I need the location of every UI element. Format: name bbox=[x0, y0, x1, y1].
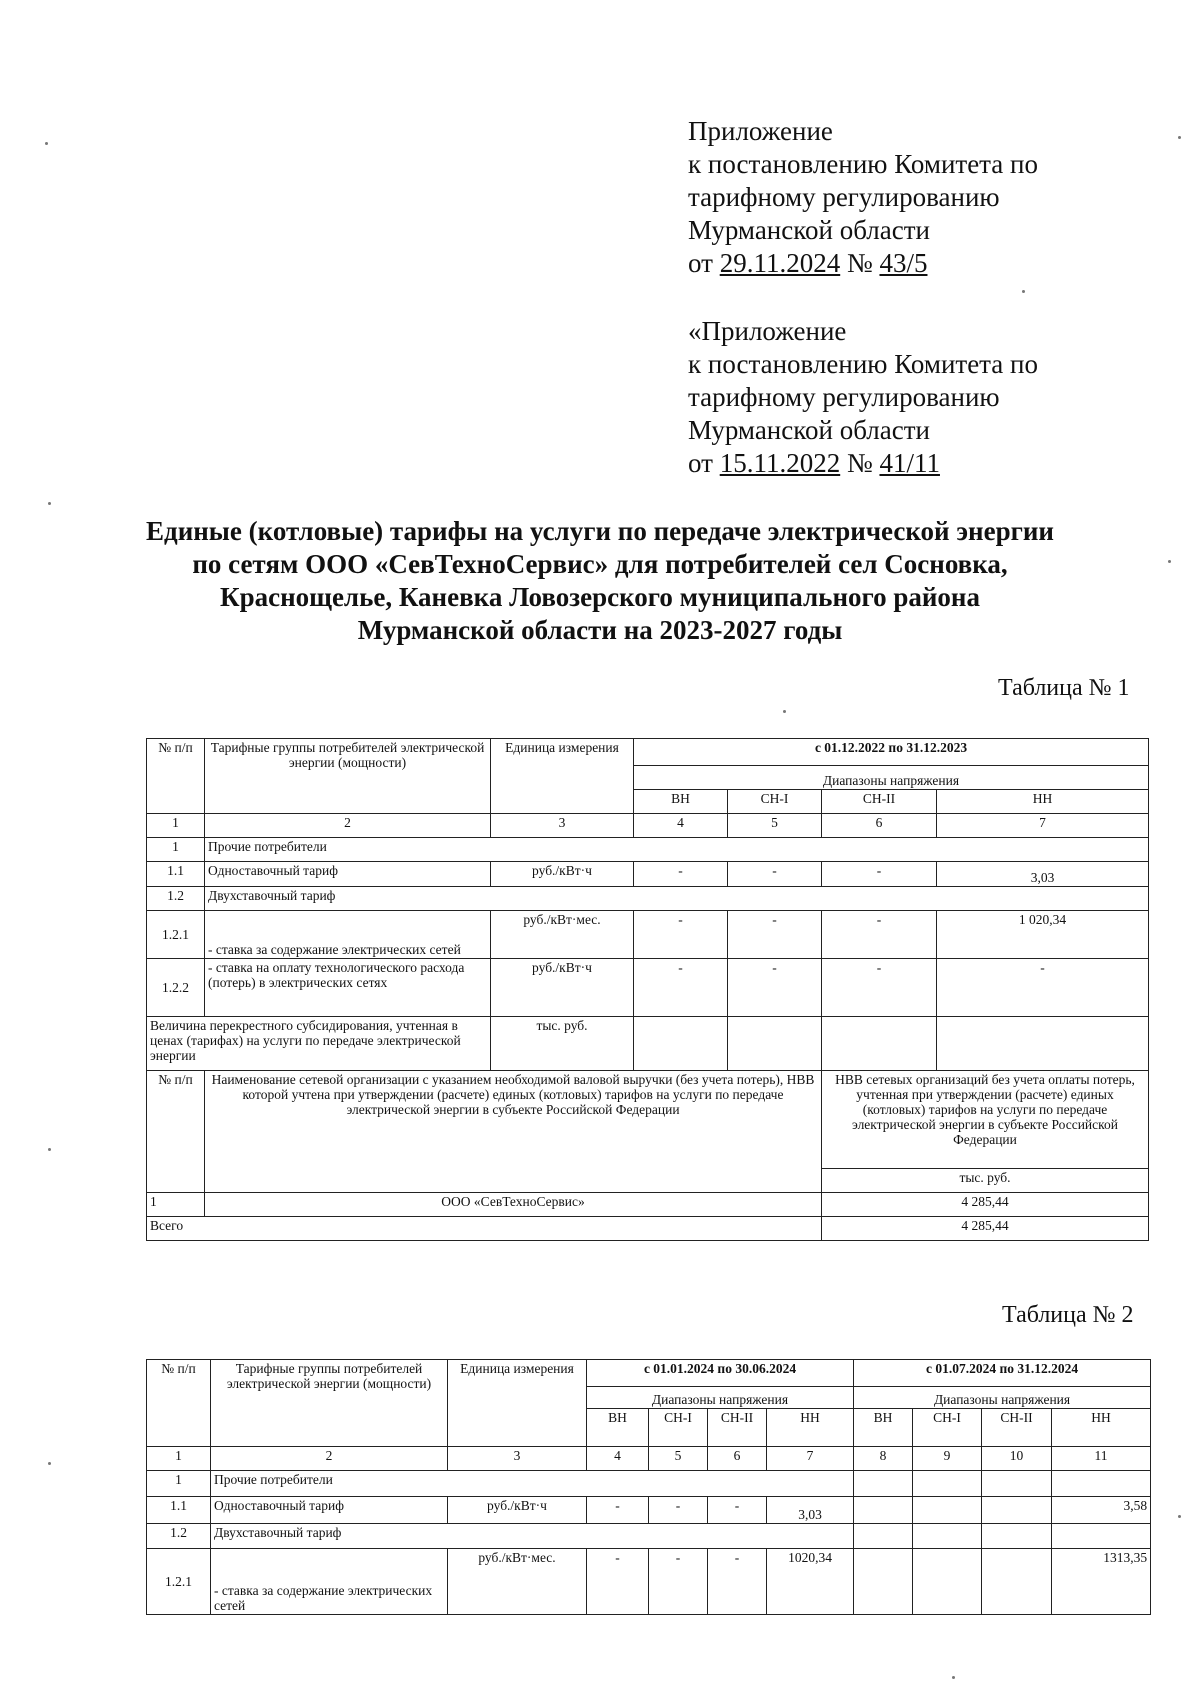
header-sn2: СН-II bbox=[822, 790, 937, 814]
table2-caption: Таблица № 2 bbox=[1002, 1302, 1134, 1328]
column-index: 7 bbox=[937, 814, 1149, 838]
value-nn: 1020,34 bbox=[767, 1549, 854, 1615]
header-num: № п/п bbox=[147, 1360, 211, 1447]
table-row: 1.1 Одноставочный тариф руб./кВт·ч - - - 3,03 bbox=[147, 862, 1149, 887]
row-unit: руб./кВт·мес. bbox=[491, 911, 634, 959]
scan-speck bbox=[1178, 136, 1181, 139]
header-nn: НН bbox=[1052, 1409, 1151, 1447]
nvv-header-num: № п/п bbox=[147, 1071, 205, 1193]
row-name: Прочие потребители bbox=[205, 838, 1149, 862]
table-row bbox=[147, 1471, 1151, 1497]
column-index: 9 bbox=[913, 1447, 982, 1471]
row-name: Двухставочный тариф bbox=[205, 887, 1149, 911]
column-index: 11 bbox=[1052, 1447, 1151, 1471]
scan-speck bbox=[48, 1462, 51, 1465]
org-nvv-value: 4 285,44 bbox=[822, 1193, 1149, 1217]
column-index: 4 bbox=[634, 814, 728, 838]
nvv-header-name: Наименование сетевой организации с указанием необходимой валовой выручки (без учета потерь), НВВ которой учтена при утверждении (расчете) единых (котловых) тарифов на услуги по передаче электрической энергии в субъекте Российской Федерации bbox=[205, 1071, 822, 1193]
column-index: 6 bbox=[708, 1447, 767, 1471]
scan-speck bbox=[1022, 290, 1025, 293]
annex-line: Мурманской области bbox=[688, 415, 930, 445]
row-unit: руб./кВт·ч bbox=[448, 1497, 587, 1524]
annex-date-line: от 29.11.2024 № 43/5 bbox=[688, 248, 928, 278]
table-row bbox=[147, 887, 1149, 911]
annex-label: Приложение bbox=[688, 116, 833, 146]
annex-number: 41/11 bbox=[879, 448, 940, 478]
header-period-1: с 01.01.2024 по 30.06.2024 bbox=[587, 1360, 854, 1387]
column-index: 10 bbox=[982, 1447, 1052, 1471]
header-nn: НН bbox=[937, 790, 1149, 814]
header-sn2: СН-II bbox=[708, 1409, 767, 1447]
annex-date: 29.11.2024 bbox=[719, 248, 841, 278]
annex-line: тарифному регулированию bbox=[688, 382, 1000, 412]
scan-speck bbox=[48, 502, 51, 505]
column-index: 1 bbox=[147, 1447, 211, 1471]
header-period-2: с 01.07.2024 по 31.12.2024 bbox=[854, 1360, 1151, 1387]
header-group: Тарифные группы потребителей электрической энергии (мощности) bbox=[211, 1360, 448, 1447]
column-index: 4 bbox=[587, 1447, 649, 1471]
value-nn: 1 020,34 bbox=[937, 911, 1149, 959]
column-index: 2 bbox=[211, 1447, 448, 1471]
scan-speck bbox=[783, 710, 786, 713]
header-unit: Единица измерения bbox=[448, 1360, 587, 1447]
table-row: 1.2.1 - ставка за содержание электрических сетей руб./кВт·мес. - - - 1 020,34 bbox=[147, 911, 1149, 959]
row-unit: руб./кВт·ч bbox=[491, 959, 634, 1017]
row-unit: руб./кВт·мес. bbox=[448, 1549, 587, 1615]
header-sn1: СН-I bbox=[728, 790, 822, 814]
header-vn: ВН bbox=[854, 1409, 913, 1447]
row-unit: тыс. руб. bbox=[491, 1017, 634, 1071]
value-nn-2: 1313,35 bbox=[1052, 1549, 1151, 1615]
row-name: - ставка за содержание электрических сетей bbox=[211, 1549, 448, 1615]
row-name: - ставка за содержание электрических сетей bbox=[205, 911, 491, 959]
tariff-table-1 bbox=[146, 738, 1149, 1241]
total-row bbox=[147, 1217, 1149, 1241]
row-num: 1 bbox=[147, 1471, 211, 1497]
column-index: 7 bbox=[767, 1447, 854, 1471]
column-index: 5 bbox=[649, 1447, 708, 1471]
value-nn: 3,03 bbox=[767, 1497, 854, 1524]
header-sn1: СН-I bbox=[649, 1409, 708, 1447]
annex-line: тарифному регулированию bbox=[688, 182, 1000, 212]
row-name: - ставка на оплату технологического расхода (потерь) в электрических сетях bbox=[205, 959, 491, 1017]
table-row bbox=[147, 1017, 1149, 1071]
column-index: 5 bbox=[728, 814, 822, 838]
column-index: 6 bbox=[822, 814, 937, 838]
total-label: Всего bbox=[147, 1217, 822, 1241]
row-name: Двухставочный тариф bbox=[211, 1524, 854, 1549]
row-name: Одноставочный тариф bbox=[205, 862, 491, 887]
table-row bbox=[147, 1524, 1151, 1549]
row-num: 1.1 bbox=[147, 862, 205, 887]
column-index: 8 bbox=[854, 1447, 913, 1471]
value-nn-2: 3,58 bbox=[1052, 1497, 1151, 1524]
nvv-header-value: НВВ сетевых организаций без учета оплаты потерь, учтенная при утверждении (расчете) единых (котловых) тарифов на услуги по передаче электрической энергии в субъекте Российской Федерации bbox=[822, 1071, 1149, 1169]
table-row bbox=[147, 1193, 1149, 1217]
row-num: 1.2.2 bbox=[147, 959, 205, 1017]
annex-date: 15.11.2022 bbox=[719, 448, 841, 478]
annex-date-line: от 15.11.2022 № 41/11 bbox=[688, 448, 940, 478]
row-num: 1.2 bbox=[147, 1524, 211, 1549]
scan-speck bbox=[48, 1148, 51, 1151]
column-index: 1 bbox=[147, 814, 205, 838]
scan-speck bbox=[1168, 560, 1171, 563]
header-vn: ВН bbox=[634, 790, 728, 814]
table-row: 1.2.2 - ставка на оплату технологического расхода (потерь) в электрических сетях руб./кВт·ч - - - - bbox=[147, 959, 1149, 1017]
header-period: с 01.12.2022 по 31.12.2023 bbox=[634, 739, 1149, 766]
row-num: 1 bbox=[147, 1193, 205, 1217]
nvv-header-unit: тыс. руб. bbox=[822, 1169, 1149, 1193]
header-voltage-ranges: Диапазоны напряжения bbox=[854, 1387, 1151, 1409]
row-name: Одноставочный тариф bbox=[211, 1497, 448, 1524]
row-num: 1.1 bbox=[147, 1497, 211, 1524]
tariff-table-2 bbox=[146, 1359, 1151, 1615]
column-index: 3 bbox=[448, 1447, 587, 1471]
annex-line: Мурманской области bbox=[688, 215, 930, 245]
header-num: № п/п bbox=[147, 739, 205, 814]
total-value: 4 285,44 bbox=[822, 1217, 1149, 1241]
annex-line: к постановлению Комитета по bbox=[688, 149, 1038, 179]
scan-speck bbox=[45, 142, 48, 145]
table-row: 1.2.1 - ставка за содержание электрических сетей руб./кВт·мес. - - - 1020,34 1313,35 bbox=[147, 1549, 1151, 1615]
column-index: 2 bbox=[205, 814, 491, 838]
table1-caption: Таблица № 1 bbox=[998, 675, 1130, 701]
annex-header-current bbox=[688, 115, 1038, 280]
table-row: 1.1 Одноставочный тариф руб./кВт·ч - - - 3,03 3,58 bbox=[147, 1497, 1151, 1524]
org-name: ООО «СевТехноСервис» bbox=[205, 1193, 822, 1217]
header-nn: НН bbox=[767, 1409, 854, 1447]
annex-line: к постановлению Комитета по bbox=[688, 349, 1038, 379]
scan-speck bbox=[952, 1676, 955, 1679]
row-num: 1.2.1 bbox=[147, 911, 205, 959]
column-index-row bbox=[147, 814, 1149, 838]
header-group: Тарифные группы потребителей электрической энергии (мощности) bbox=[205, 739, 491, 814]
row-num: 1 bbox=[147, 838, 205, 862]
header-voltage-ranges: Диапазоны напряжения bbox=[587, 1387, 854, 1409]
column-index: 3 bbox=[491, 814, 634, 838]
cross-subsidy-label: Величина перекрестного субсидирования, учтенная в ценах (тарифах) на услуги по передаче электрической энергии bbox=[147, 1017, 491, 1071]
header-sn2: СН-II bbox=[982, 1409, 1052, 1447]
nvv-header-row bbox=[147, 1071, 1149, 1169]
annex-number: 43/5 bbox=[879, 248, 928, 278]
row-unit: руб./кВт·ч bbox=[491, 862, 634, 887]
header-unit: Единица измерения bbox=[491, 739, 634, 814]
row-num: 1.2 bbox=[147, 887, 205, 911]
header-voltage-ranges: Диапазоны напряжения bbox=[634, 766, 1149, 790]
table-row bbox=[147, 838, 1149, 862]
header-sn1: СН-I bbox=[913, 1409, 982, 1447]
annex-label: «Приложение bbox=[688, 316, 847, 346]
row-num: 1.2.1 bbox=[147, 1549, 211, 1615]
value-nn: 3,03 bbox=[937, 862, 1149, 887]
column-index-row bbox=[147, 1447, 1151, 1471]
annex-header-original bbox=[688, 315, 1038, 480]
document-title: Единые (котловые) тарифы на услуги по передаче электрической энергии по сетям ООО «СевТехноСервис» для потребителей сел Сосновка, Краснощелье, Каневка Ловозерского муниципального района Мурманской области на 2023-2027 годы bbox=[146, 516, 1054, 645]
row-name: Прочие потребители bbox=[211, 1471, 854, 1497]
header-vn: ВН bbox=[587, 1409, 649, 1447]
scan-speck bbox=[1178, 1515, 1181, 1518]
